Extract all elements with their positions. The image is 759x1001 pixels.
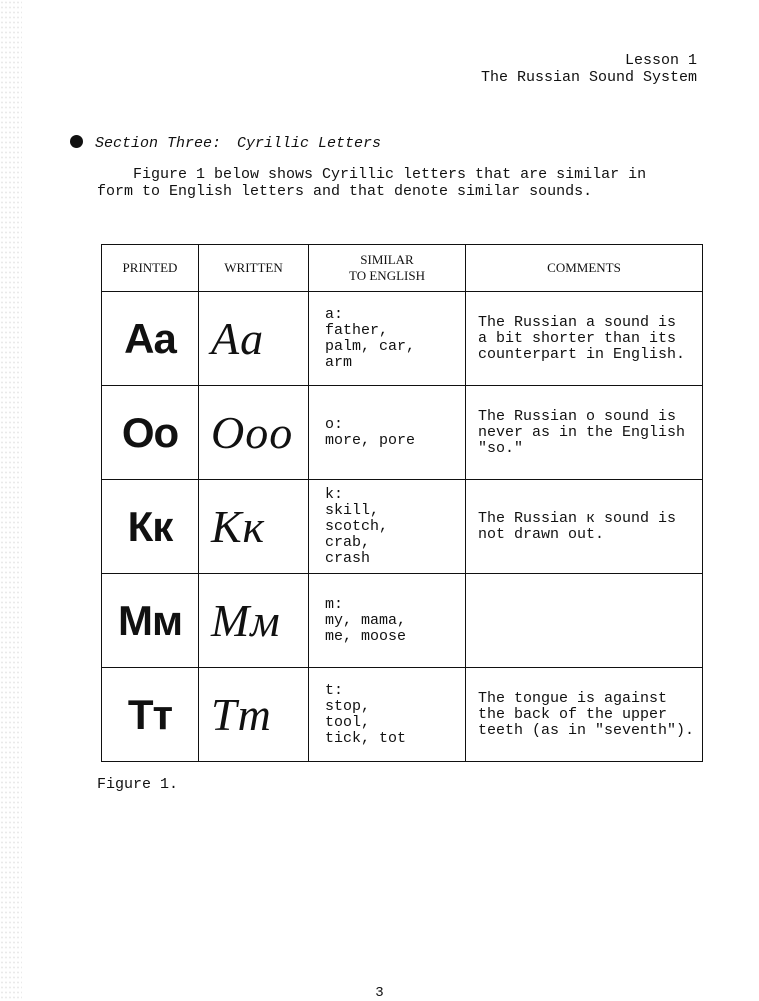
header-printed: PRINTED [102, 245, 199, 292]
section-heading [70, 135, 381, 152]
intro-line: form to English letters and that denote similar sounds. [97, 183, 593, 200]
written-letter: Мм [199, 574, 309, 668]
header-similar: SIMILAR TO ENGLISH [309, 245, 466, 292]
table-row [102, 386, 703, 480]
comment-cell [466, 574, 703, 668]
section-title: Cyrillic Letters [237, 135, 382, 152]
similar-sound [309, 386, 466, 480]
scan-edge-speckle [0, 0, 22, 1000]
printed-letter: Мм [102, 574, 199, 668]
sound-symbol: a: [325, 305, 344, 323]
example-words [325, 613, 425, 645]
example-words [325, 433, 425, 449]
bullet-icon [70, 135, 83, 148]
lesson-label: Lesson 1 [624, 52, 697, 69]
example-word-line: palm, car, [325, 337, 416, 355]
example-word-line: crash [325, 549, 371, 567]
printed-letter: Oo [102, 386, 199, 480]
header-comments: COMMENTS [466, 245, 703, 292]
similar-sound [309, 668, 466, 762]
intro-line: Figure 1 below shows Cyrillic letters that are similar in [97, 166, 647, 183]
similar-sound [309, 292, 466, 386]
sound-symbol: o: [325, 415, 344, 433]
example-word-line: crab, [325, 533, 371, 551]
example-word-line: scotch, [325, 517, 389, 535]
comment-line: The tongue is against [478, 689, 668, 707]
comment-line: teeth (as in "seventh"). [478, 721, 695, 739]
example-word-line: skill, [325, 501, 380, 519]
written-letter: Aa [199, 292, 309, 386]
example-words [325, 699, 425, 747]
comment-cell [466, 480, 703, 574]
table-row [102, 292, 703, 386]
example-words [325, 323, 425, 371]
comment-cell [466, 668, 703, 762]
cyrillic-letters-table [101, 244, 703, 762]
comment-cell [466, 386, 703, 480]
example-word-line: stop, [325, 697, 371, 715]
table-row [102, 480, 703, 574]
similar-sound [309, 574, 466, 668]
comment-line: the back of the upper [478, 705, 668, 723]
written-letter: Кк [199, 480, 309, 574]
sound-symbol: t: [325, 681, 344, 699]
written-letter: Ooo [199, 386, 309, 480]
intro-paragraph [97, 166, 697, 200]
example-word-line: tool, [325, 713, 371, 731]
page-number: 3 [375, 985, 384, 1001]
comment-line: a bit shorter than its [478, 329, 677, 347]
printed-letter: Aa [102, 292, 199, 386]
printed-letter: Тт [102, 668, 199, 762]
header-written: WRITTEN [199, 245, 309, 292]
comment-line: never as in the English [478, 423, 686, 441]
figure-caption: Figure 1. [97, 776, 179, 793]
sound-symbol: m: [325, 595, 344, 613]
table-header-row [102, 245, 703, 292]
example-word-line: tick, tot [325, 729, 407, 747]
example-word-line: father, [325, 321, 389, 339]
example-word-line: my, mama, [325, 611, 407, 629]
running-header [481, 52, 697, 86]
comment-line: The Russian к sound is [478, 509, 677, 527]
comment-line: The Russian a sound is [478, 313, 677, 331]
table-row [102, 668, 703, 762]
example-word-line: arm [325, 353, 353, 371]
table-row [102, 574, 703, 668]
printed-letter: Кк [102, 480, 199, 574]
sound-symbol: k: [325, 485, 344, 503]
example-word-line: more, pore [325, 431, 416, 449]
comment-line: not drawn out. [478, 525, 605, 543]
similar-sound [309, 480, 466, 574]
comment-line: "so." [478, 439, 524, 457]
comment-line: counterpart in English. [478, 345, 686, 363]
written-letter: Тт [199, 668, 309, 762]
section-label: Section Three: [95, 135, 222, 152]
example-words [325, 503, 425, 567]
lesson-subtitle: The Russian Sound System [480, 69, 697, 86]
example-word-line: me, moose [325, 627, 407, 645]
comment-line: The Russian o sound is [478, 407, 677, 425]
comment-cell [466, 292, 703, 386]
